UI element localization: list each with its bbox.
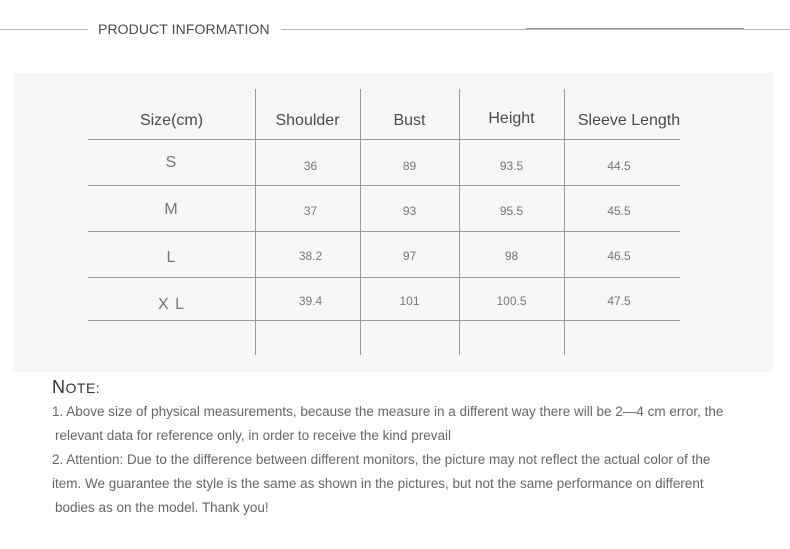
height-cell: 100.5 xyxy=(496,294,527,308)
note-title-initial: N xyxy=(52,377,66,397)
height-cell: 98 xyxy=(504,249,519,263)
column-header-size: Size(cm) xyxy=(139,112,204,129)
shoulder-cell: 38.2 xyxy=(298,249,323,263)
header-rule-right xyxy=(281,29,790,30)
bust-cell: 97 xyxy=(402,249,417,263)
bust-cell: 101 xyxy=(399,294,420,308)
sleeve-length-cell: 47.5 xyxy=(607,294,631,308)
bust-cell: 93 xyxy=(402,204,417,218)
note-line: relevant data for reference only, in order to receive the kind prevail xyxy=(55,428,451,443)
size-cell: L xyxy=(166,248,177,266)
height-cell: 93.5 xyxy=(499,159,524,173)
column-header-shoulder: Shoulder xyxy=(275,112,340,129)
sleeve-length-cell: 44.5 xyxy=(607,159,631,173)
bust-cell: 89 xyxy=(402,159,417,173)
size-cell: M xyxy=(164,200,179,218)
note-title-rest: OTE: xyxy=(65,380,101,396)
shoulder-cell: 39.4 xyxy=(298,294,323,308)
note-line: item. We guarantee the style is the same as shown in the pictures, but not the same performance on different xyxy=(52,476,704,491)
size-cell: X L xyxy=(157,295,185,313)
header-rule-right-accent xyxy=(526,28,744,29)
header-rule-left xyxy=(0,29,88,30)
note-line: 1. Above size of physical measurements, because the measure in a different way there will be 2—4 cm error, the xyxy=(52,404,724,419)
section-title: PRODUCT INFORMATION xyxy=(98,21,270,37)
note-line: 2. Attention: Due to the difference between different monitors, the picture may not reflect the actual color of the xyxy=(52,452,711,467)
column-header-height: Height xyxy=(488,110,535,127)
shoulder-cell: 36 xyxy=(303,159,318,173)
column-header-bust: Bust xyxy=(393,112,426,129)
sleeve-length-cell: 45.5 xyxy=(607,204,631,218)
shoulder-cell: 37 xyxy=(303,204,318,218)
sleeve-length-cell: 46.5 xyxy=(607,249,631,263)
note-line: bodies as on the model. Thank you! xyxy=(55,500,269,515)
note-title xyxy=(52,377,100,398)
height-cell: 95.5 xyxy=(499,204,524,218)
column-header-sleeve-length: Sleeve Length xyxy=(577,112,681,129)
size-cell: S xyxy=(165,153,178,171)
